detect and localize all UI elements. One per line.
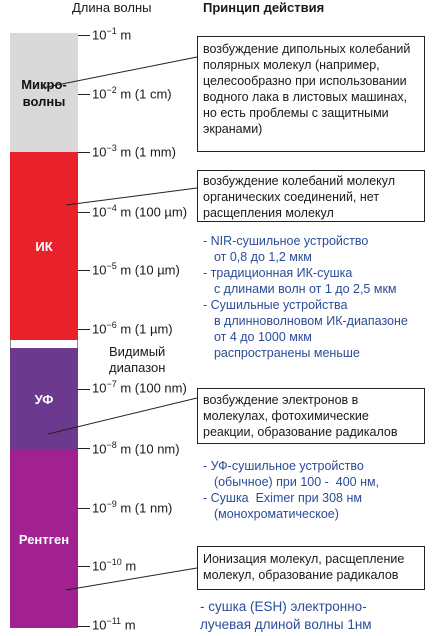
- wavelength-header: Длина волны: [72, 0, 152, 15]
- box-ir: возбуждение колебаний молекул органических соединений, нет расщепления молекул: [197, 170, 425, 222]
- ir-note: от 4 до 1000 мкм: [207, 330, 312, 344]
- ir-note: в длинноволновом ИК-диапазоне: [207, 314, 408, 328]
- connector-ir: [66, 188, 197, 205]
- scale-label: $10^{-7}$ m (100 nm): [92, 379, 187, 396]
- ir-note: от 0,8 до 1,2 мкм: [207, 250, 312, 264]
- ir-note: - традиционная ИК-сушка: [203, 266, 353, 280]
- box-xray: Ионизация молекул, расщепление молекул, образование радикалов: [197, 546, 425, 590]
- uv-note: - УФ-сушильное устройство: [203, 459, 364, 473]
- scale-label: $10^{-6}$ m (1 µm): [92, 320, 173, 337]
- band-ir-label: ИК: [35, 238, 53, 254]
- ir-note: с длинами волн от 1 до 2,5 мкм: [207, 282, 397, 296]
- xray-note: лучевая длиной волны 1нм: [200, 617, 372, 632]
- band-uv-label: УФ: [34, 391, 54, 407]
- band-xray-label: Рентген: [18, 531, 70, 547]
- scale-label: $10^{-11}$ m: [92, 616, 136, 633]
- scale-label: $10^{-4}$ m (100 µm): [92, 203, 188, 220]
- principle-header: Принцип действия: [203, 0, 325, 15]
- scale-label: $10^{-8}$ m (10 nm): [92, 440, 180, 457]
- uv-note: (монохроматическое): [207, 507, 339, 521]
- xray-note: - сушка (ESH) электронно-: [200, 599, 367, 614]
- scale-label: $10^{-10}$ m: [92, 557, 137, 574]
- connector-xray: [66, 568, 197, 590]
- xray-notes: [200, 598, 372, 634]
- scale-label: $10^{-3}$ m (1 mm): [92, 143, 176, 160]
- uv-notes: [203, 458, 379, 522]
- scale-label: $10^{-2}$ m (1 cm): [92, 85, 172, 102]
- box-uv: возбуждение электронов в молекулах, фотохимические реакции, образование радикалов: [197, 388, 425, 444]
- box-microwave: возбуждение дипольных колебаний полярных молекул (например, целесообразно при использовании водного лака в листовых машинах, но есть проблемы с защитными экранами): [197, 36, 425, 152]
- scale-label: $10^{-5}$ m (10 µm): [92, 261, 180, 278]
- scale-label: $10^{-1}$ m: [92, 26, 132, 43]
- band-microwave-label: Микро- волны: [21, 76, 67, 109]
- ir-note: - NIR-сушильное устройство: [203, 234, 369, 248]
- connector-uv: [48, 398, 197, 434]
- uv-note: - Сушка Eximer при 308 нм: [203, 491, 362, 505]
- visible-range-label: Видимый диапазон: [109, 344, 166, 375]
- scale-label: $10^{-9}$ m (1 nm): [92, 499, 173, 516]
- ir-note: - Сушильные устройства: [203, 298, 348, 312]
- connector-microwave: [42, 57, 197, 88]
- ir-note: распространены меньше: [207, 346, 360, 360]
- ir-notes: [203, 233, 408, 361]
- uv-note: (обычное) при 100 - 400 нм,: [207, 475, 380, 489]
